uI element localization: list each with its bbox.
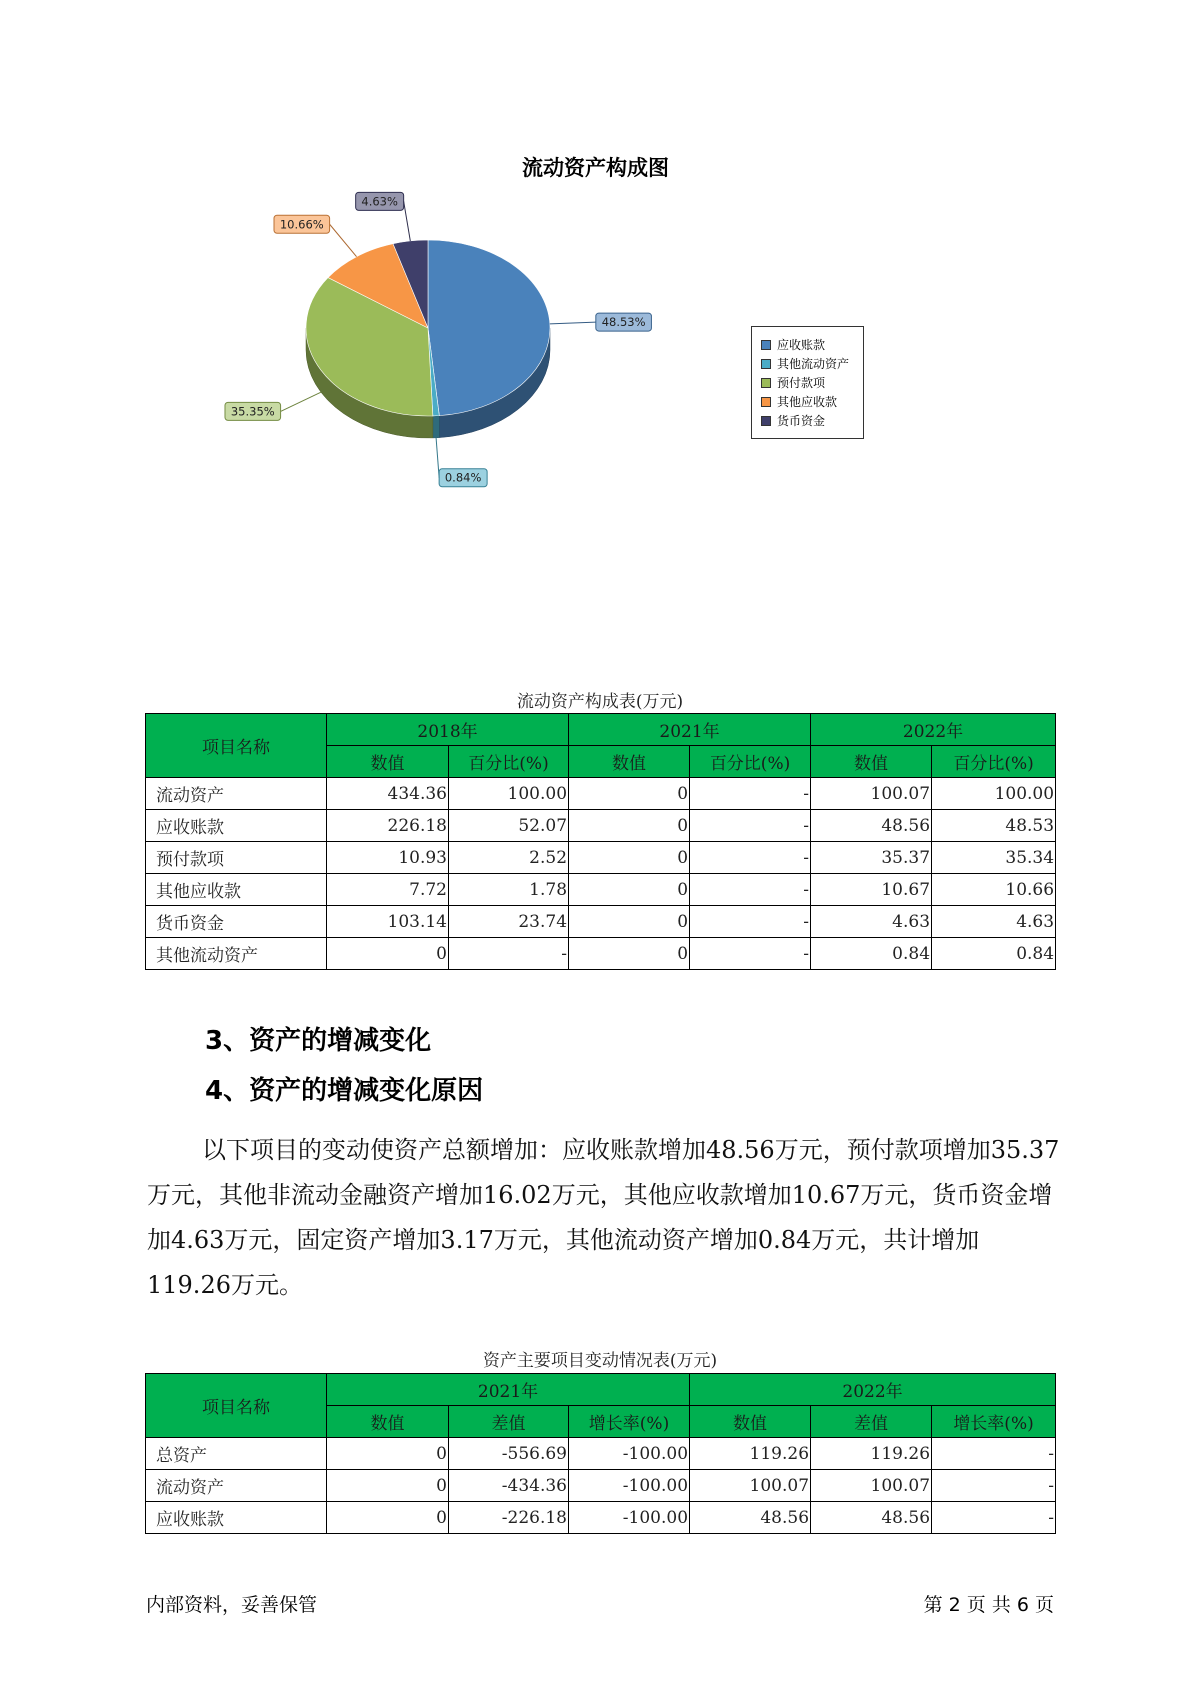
header-sub: 百分比(%) <box>932 746 1056 778</box>
cell: - <box>449 938 569 970</box>
asset-change-table <box>145 1373 1056 1534</box>
legend-swatch <box>761 378 771 388</box>
row-name: 流动资产 <box>146 1470 327 1502</box>
legend-item <box>761 335 863 354</box>
header-year: 2022年 <box>690 1374 1056 1406</box>
header-sub: 差值 <box>449 1406 569 1438</box>
cell: - <box>932 1502 1056 1534</box>
cell: 7.72 <box>327 874 449 906</box>
header-sub: 数值 <box>690 1406 811 1438</box>
cell: 23.74 <box>449 906 569 938</box>
legend-label: 应收账款 <box>777 338 826 352</box>
legend-item <box>761 411 863 430</box>
cell: 48.53 <box>932 810 1056 842</box>
cell: 10.66 <box>932 874 1056 906</box>
cell: 119.26 <box>811 1438 932 1470</box>
header-sub: 数值 <box>327 746 449 778</box>
legend-swatch <box>761 397 771 407</box>
cell: - <box>690 842 811 874</box>
legend-label: 货币资金 <box>777 414 826 428</box>
cell: 0 <box>327 1438 449 1470</box>
pie-side <box>433 416 439 438</box>
cell: -434.36 <box>449 1470 569 1502</box>
cell: 0 <box>569 906 690 938</box>
pie-chart <box>0 0 1191 520</box>
table-row <box>146 874 1056 906</box>
legend-label: 预付款项 <box>777 376 826 390</box>
header-sub: 百分比(%) <box>449 746 569 778</box>
legend-item <box>761 392 863 411</box>
header-year: 2018年 <box>327 714 569 746</box>
data-label: 48.53% <box>601 315 646 330</box>
cell: 48.56 <box>811 810 932 842</box>
cell: 1.78 <box>449 874 569 906</box>
cell: 10.67 <box>811 874 932 906</box>
header-year: 2022年 <box>811 714 1056 746</box>
cell: 2.52 <box>449 842 569 874</box>
legend-swatch <box>761 416 771 426</box>
cell: -100.00 <box>569 1502 690 1534</box>
leader-line <box>550 322 596 324</box>
table1-caption: 流动资产构成表(万元) <box>516 692 684 712</box>
legend-label: 其他流动资产 <box>777 357 850 371</box>
data-label: 10.66% <box>279 217 324 232</box>
cell: 100.07 <box>811 778 932 810</box>
cell: 52.07 <box>449 810 569 842</box>
cell: 0.84 <box>932 938 1056 970</box>
leader-line <box>404 201 411 241</box>
header-year: 2021年 <box>569 714 811 746</box>
cell: 4.63 <box>811 906 932 938</box>
table-row <box>146 906 1056 938</box>
legend-swatch <box>761 340 771 350</box>
cell: 10.93 <box>327 842 449 874</box>
row-name: 货币资金 <box>146 906 327 938</box>
row-name: 其他应收款 <box>146 874 327 906</box>
legend-label: 其他应收款 <box>777 395 838 409</box>
row-name: 流动资产 <box>146 778 327 810</box>
header-sub: 增长率(%) <box>932 1406 1056 1438</box>
cell: 0 <box>569 874 690 906</box>
cell: 100.00 <box>449 778 569 810</box>
leader-line <box>281 392 321 411</box>
cell: 35.34 <box>932 842 1056 874</box>
table-row <box>146 1438 1056 1470</box>
cell: 0 <box>327 1502 449 1534</box>
header-sub: 差值 <box>811 1406 932 1438</box>
cell: 4.63 <box>932 906 1056 938</box>
cell: - <box>690 810 811 842</box>
table-row <box>146 810 1056 842</box>
cell: 0 <box>569 810 690 842</box>
table2-caption: 资产主要项目变动情况表(万元) <box>482 1351 718 1371</box>
paragraph-text: 以下项目的变动使资产总额增加：应收账款增加48.56万元，预付款项增加35.37万元，其他非流动金融资产增加16.02万元，其他应收款增加10.67万元，货币资金增加4.63万元，固定资产增加3.17万元，其他流动资产增加0.84万元，共计增加119.26万元。 <box>147 1136 1060 1299</box>
cell: 48.56 <box>811 1502 932 1534</box>
cell: - <box>690 874 811 906</box>
row-name: 应收账款 <box>146 1502 327 1534</box>
data-label: 4.63% <box>361 194 398 209</box>
header-item-name: 项目名称 <box>146 714 327 778</box>
row-name: 其他流动资产 <box>146 938 327 970</box>
page-number: 第 2 页 共 6 页 <box>923 1594 1054 1616</box>
footer-note: 内部资料，妥善保管 <box>146 1594 318 1616</box>
table-row <box>146 1470 1056 1502</box>
cell: 103.14 <box>327 906 449 938</box>
cell: 0 <box>569 778 690 810</box>
cell: - <box>690 778 811 810</box>
cell: 100.07 <box>690 1470 811 1502</box>
cell: 434.36 <box>327 778 449 810</box>
cell: -100.00 <box>569 1438 690 1470</box>
header-sub: 增长率(%) <box>569 1406 690 1438</box>
cell: 226.18 <box>327 810 449 842</box>
legend-item <box>761 354 863 373</box>
table-row <box>146 842 1056 874</box>
cell: 0 <box>569 938 690 970</box>
current-assets-table <box>145 713 1056 970</box>
chart-legend <box>751 326 864 439</box>
cell: -226.18 <box>449 1502 569 1534</box>
row-name: 预付款项 <box>146 842 327 874</box>
leader-line <box>330 224 357 256</box>
cell: - <box>932 1470 1056 1502</box>
header-sub: 数值 <box>327 1406 449 1438</box>
chart-title: 流动资产构成图 <box>522 156 669 180</box>
cell: 0 <box>327 938 449 970</box>
header-sub: 百分比(%) <box>690 746 811 778</box>
table-row <box>146 778 1056 810</box>
cell: 48.56 <box>690 1502 811 1534</box>
header-year: 2021年 <box>327 1374 690 1406</box>
section-heading-3: 3、资产的增减变化 <box>205 1026 432 1056</box>
cell: 100.00 <box>932 778 1056 810</box>
header-item-name: 项目名称 <box>146 1374 327 1438</box>
cell: - <box>932 1438 1056 1470</box>
cell: 0 <box>569 842 690 874</box>
row-name: 应收账款 <box>146 810 327 842</box>
data-label: 0.84% <box>444 470 482 485</box>
cell: 35.37 <box>811 842 932 874</box>
cell: -100.00 <box>569 1470 690 1502</box>
cell: - <box>690 938 811 970</box>
header-sub: 数值 <box>811 746 932 778</box>
data-label: 35.35% <box>230 404 275 419</box>
cell: 100.07 <box>811 1470 932 1502</box>
header-sub: 数值 <box>569 746 690 778</box>
cell: -556.69 <box>449 1438 569 1470</box>
legend-swatch <box>761 359 771 369</box>
row-name: 总资产 <box>146 1438 327 1470</box>
body-paragraph <box>147 1128 1062 1308</box>
table-row <box>146 1502 1056 1534</box>
cell: 0.84 <box>811 938 932 970</box>
cell: 0 <box>327 1470 449 1502</box>
section-heading-4: 4、资产的增减变化原因 <box>205 1076 484 1106</box>
legend-item <box>761 373 863 392</box>
cell: 119.26 <box>690 1438 811 1470</box>
table-row <box>146 938 1056 970</box>
cell: - <box>690 906 811 938</box>
